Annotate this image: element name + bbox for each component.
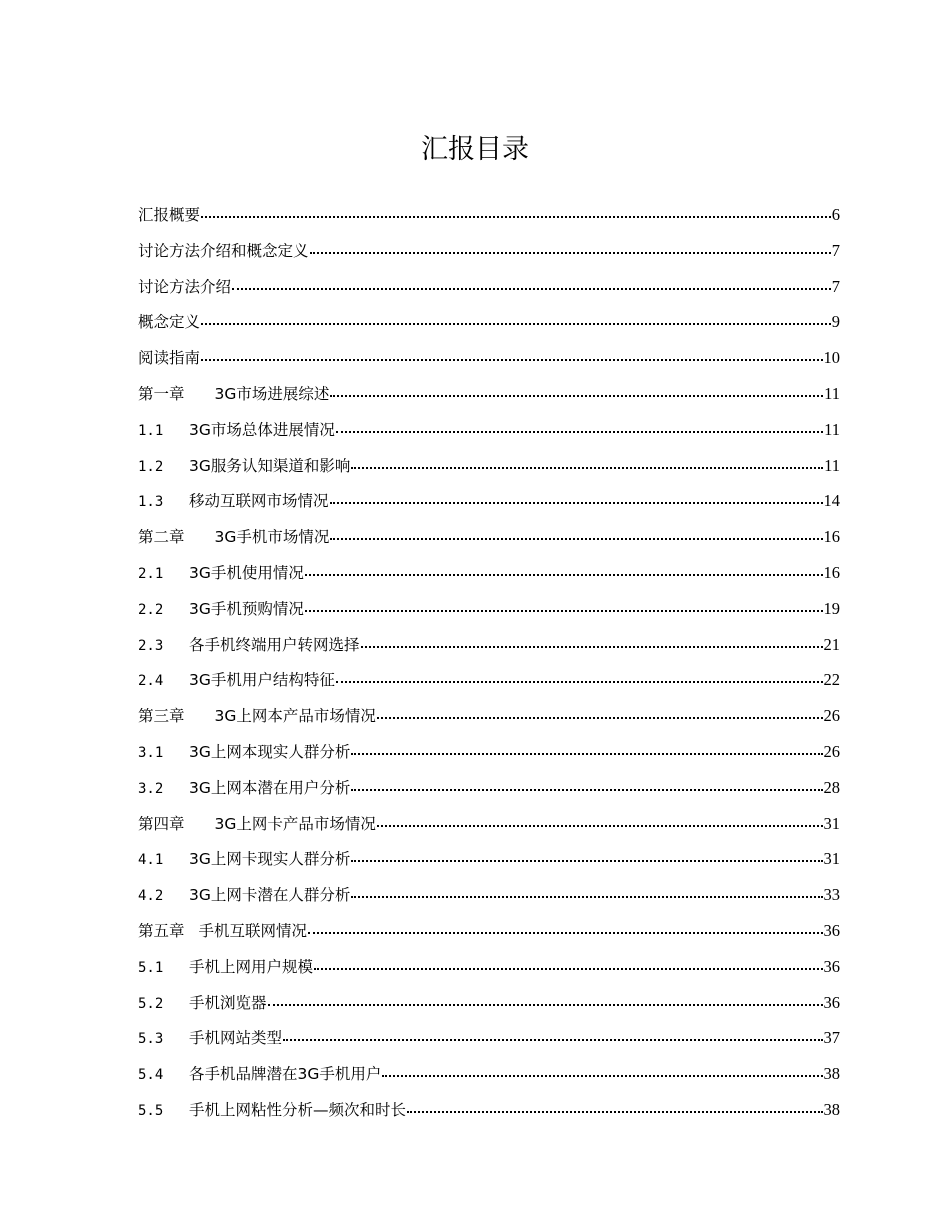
toc-page-number: 38 — [823, 1064, 840, 1084]
toc-entry-title: 3G上网本潜在用户分析 — [189, 778, 351, 797]
dot-leader — [305, 558, 823, 576]
dot-leader — [330, 523, 822, 541]
dot-leader — [407, 1095, 822, 1113]
toc-entry[interactable] — [138, 555, 840, 591]
dot-leader — [283, 1024, 822, 1042]
toc-entry-title: 手机浏览器 — [189, 993, 267, 1012]
toc-entry-title: 概念定义 — [138, 313, 201, 332]
toc-chapter-label: 第一章 — [138, 384, 185, 403]
toc-entry[interactable] — [138, 877, 840, 913]
page-title: 汇报目录 — [421, 134, 529, 165]
toc-page-number: 36 — [823, 920, 840, 940]
dot-leader — [351, 737, 822, 755]
dot-leader — [201, 308, 831, 326]
toc-section-number: 1.1 — [138, 422, 164, 439]
toc-page-number: 38 — [823, 1099, 840, 1119]
toc-page-number: 37 — [823, 1028, 840, 1048]
toc-entry[interactable] — [138, 304, 840, 340]
toc-entry-title: 移动互联网市场情况 — [189, 492, 329, 511]
dot-leader — [351, 451, 823, 469]
toc-page-number: 14 — [823, 491, 840, 511]
dot-leader — [308, 916, 822, 934]
toc-entry[interactable] — [138, 340, 840, 376]
toc-page-number: 28 — [823, 777, 840, 797]
dot-leader — [351, 773, 822, 791]
toc-entry[interactable] — [138, 1092, 840, 1128]
toc-entry[interactable] — [138, 197, 840, 233]
toc-chapter-label: 第三章 — [138, 707, 185, 726]
toc-page-number: 22 — [823, 670, 840, 690]
dot-leader — [377, 809, 823, 827]
dot-leader — [377, 702, 823, 720]
toc-entry-title: 3G市场总体进展情况 — [189, 420, 335, 439]
toc-chapter-label: 第四章 — [138, 814, 185, 833]
toc-entry-title: 各手机终端用户转网选择 — [189, 635, 360, 654]
toc-page-number: 31 — [823, 813, 840, 833]
dot-leader — [330, 379, 823, 397]
toc-entry[interactable] — [138, 662, 840, 698]
dot-leader — [201, 344, 822, 362]
toc-entry-title: 3G上网本现实人群分析 — [189, 742, 351, 761]
toc-page-number: 36 — [823, 956, 840, 976]
toc-section-number: 2.3 — [138, 637, 164, 654]
toc-entry-title: 汇报概要 — [138, 206, 201, 224]
toc-entry-title: 讨论方法介绍和概念定义 — [138, 241, 309, 260]
toc-entry[interactable] — [138, 233, 840, 269]
toc-entry[interactable] — [138, 376, 840, 412]
toc-section-number: 5.2 — [138, 995, 164, 1012]
toc-page-number: 31 — [823, 849, 840, 869]
toc-section-number: 5.5 — [138, 1102, 164, 1119]
toc-chapter-label: 第五章 — [138, 921, 185, 940]
dot-leader — [382, 1060, 822, 1078]
dot-leader — [330, 487, 823, 505]
toc-section-number: 3.1 — [138, 744, 164, 761]
toc-page-number: 26 — [823, 706, 840, 726]
toc-entry[interactable] — [138, 949, 840, 985]
toc-entry[interactable] — [138, 627, 840, 663]
dot-leader — [310, 236, 831, 254]
toc-entry[interactable] — [138, 1056, 840, 1092]
dot-leader — [232, 272, 831, 290]
toc-page-number: 6 — [831, 205, 840, 224]
dot-leader — [351, 881, 822, 899]
dot-leader — [336, 415, 823, 433]
dot-leader — [268, 988, 823, 1006]
toc-section-number: 4.1 — [138, 852, 164, 869]
toc-entry-title: 讨论方法介绍 — [138, 277, 232, 296]
toc-entry[interactable] — [138, 519, 840, 555]
toc-entry-title: 3G手机用户结构特征 — [189, 671, 335, 690]
dot-leader — [305, 594, 823, 612]
toc-section-number: 5.3 — [138, 1031, 164, 1048]
toc-section-number: 1.3 — [138, 494, 164, 511]
toc-page-number: 7 — [831, 276, 840, 296]
toc-page-number: 11 — [824, 383, 840, 403]
toc-entry[interactable] — [138, 1020, 840, 1056]
toc-entry-title: 3G手机市场情况 — [214, 528, 330, 547]
toc-entry-title: 3G上网卡潜在人群分析 — [189, 886, 351, 905]
toc-entry[interactable] — [138, 698, 840, 734]
toc-page-number: 36 — [823, 992, 840, 1012]
toc-page-number: 16 — [823, 527, 840, 547]
toc-page-number: 10 — [823, 348, 840, 368]
toc-section-number: 1.2 — [138, 458, 164, 475]
toc-entry[interactable] — [138, 448, 840, 484]
toc-entry-title: 各手机品牌潜在3G手机用户 — [189, 1065, 382, 1084]
dot-leader — [361, 630, 823, 648]
toc-page-number: 33 — [823, 885, 840, 905]
toc-entry-title: 3G手机预购情况 — [189, 599, 304, 618]
toc-entry-title: 3G市场进展综述 — [214, 384, 330, 403]
toc-entry-title: 手机上网粘性分析—频次和时长 — [189, 1100, 407, 1119]
dot-leader — [351, 845, 822, 863]
toc-entry-title: 3G上网卡产品市场情况 — [214, 814, 376, 833]
toc-section-number: 2.2 — [138, 601, 164, 618]
toc-entry-title: 阅读指南 — [138, 349, 201, 368]
toc-page-number: 11 — [824, 455, 840, 475]
toc-section-number: 5.1 — [138, 959, 164, 976]
toc-page-number: 19 — [823, 598, 840, 618]
toc-entry[interactable] — [138, 591, 840, 627]
toc-entry[interactable] — [138, 412, 840, 448]
toc-entry-title: 3G上网卡现实人群分析 — [189, 850, 351, 869]
toc-entry-title: 手机网站类型 — [189, 1029, 283, 1048]
toc-entry[interactable] — [138, 806, 840, 842]
dot-leader — [201, 201, 831, 219]
table-of-contents — [138, 197, 840, 1128]
toc-page-number: 16 — [823, 562, 840, 582]
toc-page-number: 26 — [823, 741, 840, 761]
toc-entry[interactable] — [138, 483, 840, 519]
toc-entry[interactable] — [138, 985, 840, 1021]
toc-page-number: 7 — [831, 240, 840, 260]
toc-section-number: 2.4 — [138, 673, 164, 690]
toc-entry[interactable] — [138, 770, 840, 806]
toc-entry-title: 3G上网本产品市场情况 — [214, 707, 376, 726]
toc-entry-title: 3G手机使用情况 — [189, 563, 304, 582]
toc-entry[interactable] — [138, 734, 840, 770]
toc-entry[interactable] — [138, 269, 840, 305]
toc-entry[interactable] — [138, 913, 840, 949]
toc-page-number: 11 — [824, 419, 840, 439]
toc-section-number: 2.1 — [138, 565, 164, 582]
dot-leader — [336, 666, 823, 684]
toc-section-number: 3.2 — [138, 780, 164, 797]
toc-section-number: 5.4 — [138, 1067, 164, 1084]
dot-leader — [314, 952, 822, 970]
toc-chapter-label: 第二章 — [138, 528, 185, 547]
toc-page-number: 21 — [823, 634, 840, 654]
toc-entry[interactable] — [138, 841, 840, 877]
toc-entry-title: 3G服务认知渠道和影响 — [189, 456, 351, 475]
toc-entry-title: 手机互联网情况 — [198, 921, 308, 940]
toc-page-number: 9 — [831, 312, 840, 332]
toc-entry-title: 手机上网用户规模 — [189, 957, 314, 976]
toc-section-number: 4.2 — [138, 888, 164, 905]
